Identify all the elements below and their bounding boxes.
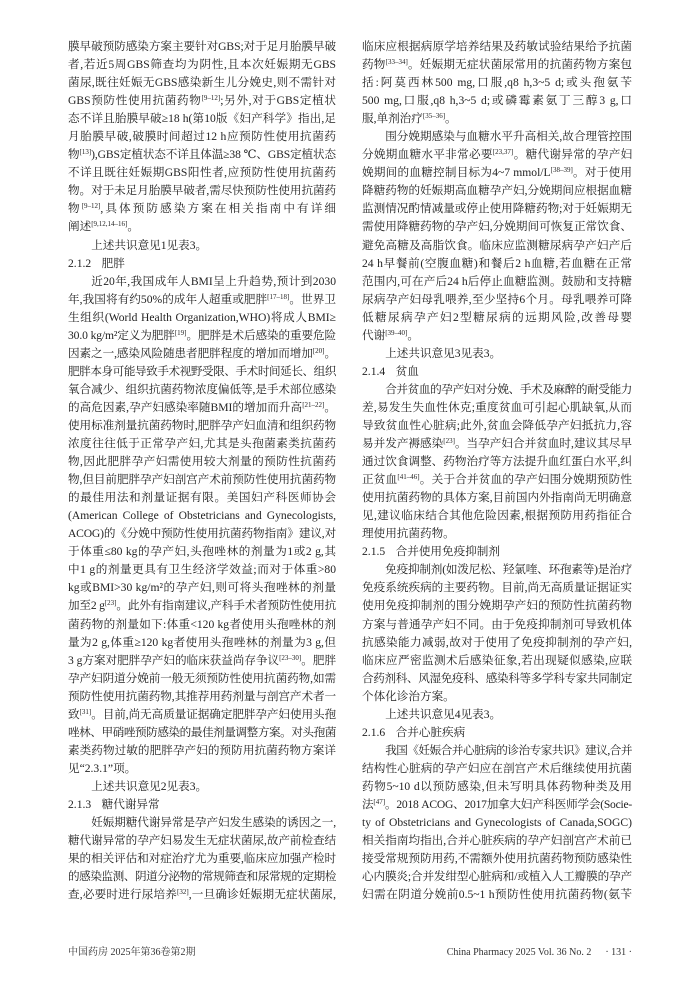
text-line [68, 273, 336, 291]
text-run: kg或BMI>30 kg/m²的孕产妇,则可将头孢唑林的剂量 [68, 581, 336, 595]
text-run: 。2018 ACOG、2017加拿大妇产科医师学会(Socie- [385, 797, 632, 811]
text-run: 上述共识意见2见表3。 [91, 779, 208, 793]
text-run: 菌药物的剂量如下:体重<120 kg者使用头孢唑林的剂 [68, 617, 336, 631]
text-line [68, 363, 336, 381]
citation-superscript: [23,37] [492, 148, 514, 157]
citation-superscript: [47] [373, 797, 386, 806]
text-run: 。此外有指南建议,产科手术者预防性使用抗 [116, 599, 336, 613]
text-run: 。 [445, 112, 457, 126]
text-line [362, 670, 632, 688]
text-run: 药物5~10 d以预防感染,但未写明具体药物种类及用 [362, 779, 632, 793]
text-line [68, 579, 336, 597]
text-run: 年,我国将有约50%的成年人超重或肥胖 [68, 292, 268, 306]
text-line [68, 309, 336, 327]
text-line [68, 128, 336, 146]
text-run: 。 [407, 328, 419, 342]
text-line [68, 381, 336, 399]
footer-journal-en: China Pharmacy 2025 Vol. 36 No. 2 [446, 947, 592, 958]
citation-superscript: [20] [312, 346, 325, 355]
text-run: 括:阿莫西林500 mg,口服,q8 h,3~5 d;或头孢氨苄 [362, 76, 632, 90]
text-run: 上述共识意见4见表3。 [385, 707, 502, 721]
text-line [68, 886, 336, 904]
text-run: 。糖代谢异常的孕产妇 [513, 148, 632, 162]
text-line [68, 832, 336, 850]
text-run: 物,但目前肥胖孕产妇剖宫产术前预防性使用抗菌药物 [68, 473, 336, 487]
text-line [362, 182, 632, 200]
text-run: 糖代谢异常的孕产妇易发生无症状菌尿,故产前检查结 [68, 834, 336, 848]
text-run: 加至2 g [68, 599, 105, 613]
text-run: 中1 g的剂量更具有卫生经济学效益;而对于体重>80 [68, 563, 336, 577]
text-line [68, 146, 336, 164]
text-run: 24 h早餐前(空腹血糖)和餐后2 h血糖,若血糖在正常 [362, 256, 632, 270]
section-number: 2.1.3 [68, 797, 92, 811]
text-line [68, 616, 336, 634]
footer-journal-cn: 中国药房 2025年第36卷第2期 [68, 947, 196, 958]
text-line [362, 74, 632, 92]
text-run: 相关指南均指出,合并心脏疾病的孕产妇剖宫产术前已 [362, 834, 632, 848]
text-run: ACOG)的《分娩中预防性使用抗菌药物指南》建议,对 [68, 527, 336, 541]
citation-superscript: [23] [104, 599, 117, 608]
text-line [362, 634, 632, 652]
text-run: 避免高糖及高脂饮食。临床应监测糖尿病孕产妇产后 [362, 238, 632, 252]
section-heading [362, 724, 632, 742]
left-column [68, 38, 336, 904]
text-line [362, 850, 632, 868]
page-number: · 131 · [605, 947, 632, 958]
text-line [68, 634, 336, 652]
text-run: 唑林、甲硝唑预防感染的最佳剂量调整方案。对头孢菌 [68, 725, 336, 739]
text-line [68, 237, 336, 255]
text-run: 肥胖本身可能导致手术视野受限、手术时间延长、组织 [68, 364, 336, 378]
text-line [68, 850, 336, 868]
text-line [68, 471, 336, 489]
text-run: 分娩期血糖水平非常必要 [362, 148, 493, 162]
text-run: 的高危因素,孕产妇感染率随BMI的增加而升高 [68, 400, 303, 414]
citation-superscript: [39–40] [385, 328, 408, 337]
text-run: 围分娩期感染与血糖水平升高相关,故合理管控围 [385, 130, 632, 144]
text-run: 近20年,我国成年人BMI呈上升趋势,预计到2030 [91, 274, 336, 288]
text-run: 尿病孕产妇母乳喂养,至少坚持6个月。母乳喂养可降 [362, 292, 632, 306]
text-line [68, 688, 336, 706]
text-run: 我国《妊娠合并心脏病的诊治专家共识》建议,合并 [385, 743, 632, 757]
section-number: 2.1.5 [362, 545, 386, 559]
text-line [362, 255, 632, 273]
text-run: 者,若近5周GBS筛查均为阴性,且本次妊娠期无GBS [68, 58, 336, 72]
text-run: 。世界卫 [289, 292, 336, 306]
text-line [362, 92, 632, 110]
text-run: 。 [324, 400, 336, 414]
text-run: 易并发产褥感染 [362, 437, 444, 451]
text-run: 。关于合并贫血的孕产妇围分娩期预防性 [419, 473, 632, 487]
right-column [362, 38, 632, 904]
text-line [362, 778, 632, 796]
text-run: 因素之一,感染风险随患者肥胖程度的增加而增加 [68, 346, 313, 360]
text-line [362, 814, 632, 832]
text-run: 代谢 [362, 328, 386, 342]
citation-superscript: [9,12,14–16] [91, 220, 128, 229]
citation-superscript: [19] [174, 328, 187, 337]
text-run: 方案与普通孕产妇不同。由于免疫抑制剂可导致机体 [362, 617, 632, 631]
text-line [68, 760, 336, 778]
text-run: 。 [324, 346, 336, 360]
text-run: 结构性心脏病的孕产妇应在剖宫产术后继续使用抗菌 [362, 761, 632, 775]
text-line [68, 92, 336, 110]
text-line [362, 742, 632, 760]
text-line [68, 742, 336, 760]
text-run: 需使用降糖药物的孕产妇,分娩期间可恢复正常饮食、 [362, 220, 632, 234]
text-line [68, 543, 336, 561]
text-line [68, 868, 336, 886]
text-run: 菌尿,既往妊娠无GBS感染新生儿分娩史,则不需针对 [68, 76, 336, 90]
text-line [68, 706, 336, 724]
text-run: 。妊娠期无症状菌尿常用的抗菌药物方案包 [407, 58, 632, 72]
text-line [68, 652, 336, 670]
text-line [362, 453, 632, 471]
text-line [362, 309, 632, 327]
text-line [362, 128, 632, 146]
text-line [362, 760, 632, 778]
text-run: 。肥胖是术后感染的重要危险 [186, 328, 336, 342]
section-title: 合并使用免疫抑制剂 [395, 545, 500, 559]
text-line [68, 507, 336, 525]
text-line [68, 345, 336, 363]
text-run: 月胎膜早破,破膜时间超过12 h应预防性使用抗菌药 [68, 130, 336, 144]
text-run: 法 [362, 797, 374, 811]
section-number: 2.1.4 [362, 364, 386, 378]
text-run: 500 mg,口服,q8 h,3~5 d;或磷霉素氨丁三醇3 g,口 [362, 94, 632, 108]
text-run: 使用抗菌药物的具体方案,目前国内外指南尚无明确意 [362, 491, 632, 505]
section-title: 贫血 [395, 364, 419, 378]
text-line [362, 200, 632, 218]
text-run: 妊娠期糖代谢异常是孕产妇发生感染的诱因之一, [91, 816, 336, 830]
text-run: 的最佳用法和剂量证据有限。美国妇产科医师协会 [68, 491, 336, 505]
text-run: 上述共识意见3见表3。 [385, 346, 502, 360]
text-run: 物,因此肥胖孕产妇需使用较大剂量的预防性抗菌药 [68, 455, 336, 469]
text-line [362, 471, 632, 489]
text-line [362, 706, 632, 724]
text-run: 预防性使用抗菌药物,其推荐用药剂量与剖宫产术者一 [68, 689, 336, 703]
text-run: ,一旦确诊妊娠期无症状菌尿, [188, 888, 336, 902]
section-title: 肥胖 [101, 256, 125, 270]
text-run: 使用标准剂量抗菌药物时,肥胖孕产妇血清和组织药物 [68, 418, 336, 432]
text-run: ,具体预防感染方案在相关指南中有详细 [100, 202, 336, 216]
section-title: 糖代谢异常 [101, 797, 160, 811]
text-run: 免疫抑制剂(如泼尼松、羟氯喹、环孢素等)是治疗 [385, 563, 632, 577]
text-line [68, 291, 336, 309]
text-run: 降糖药物的妊娠期高血糖孕产妇,分娩期间应根据血糖 [362, 184, 632, 198]
text-line [68, 724, 336, 742]
text-line [362, 56, 632, 74]
section-heading [68, 255, 336, 273]
text-line [68, 561, 336, 579]
text-line [68, 417, 336, 435]
text-run: 浓度往往低于正常孕产妇,尤其是头孢菌素类抗菌药 [68, 437, 336, 451]
text-line [362, 146, 632, 164]
section-title: 合并心脏疾病 [395, 725, 466, 739]
text-line [68, 597, 336, 615]
text-run: 范围内,可在产后24 h后停止血糖监测。鼓励和支持糖 [362, 274, 632, 288]
citation-superscript: [41–46] [397, 473, 420, 482]
text-line [362, 832, 632, 850]
text-line [362, 489, 632, 507]
text-run: 。目前,尚无高质量证据确定肥胖孕产妇使用头孢 [91, 707, 336, 721]
text-run: 监测情况酌情减量或停止使用降糖药物;对于妊娠期无 [362, 202, 632, 216]
text-run: 心内膜炎;合并发绀型心脏病和/或植入人工瓣膜的孕产 [362, 870, 632, 884]
text-line [68, 778, 336, 796]
footer-right [447, 945, 632, 961]
text-line [68, 164, 336, 182]
text-line [362, 868, 632, 886]
text-run: ),GBS定植状态不详且体温≥38 ℃、GBS定植状态 [91, 148, 336, 162]
text-line [362, 507, 632, 525]
text-run: 孕产妇阴道分娩前一般无须预防性使用抗菌药物,如需 [68, 671, 336, 685]
text-run: 临床应严密监测术后感染征象,若出现疑似感染,应联 [362, 653, 632, 667]
text-run: 果的相关评估和对症治疗尤为重要,临床应加强产检时 [68, 852, 336, 866]
citation-superscript: [33–34] [385, 58, 408, 67]
text-run: 见,建议临床结合其他危险因素,根据预防用药指征合 [362, 509, 632, 523]
text-run: 个体化诊治方案。 [362, 689, 455, 703]
text-run: 物。对于未足月胎膜早破者,需尽快预防性使用抗菌药 [68, 184, 336, 198]
text-line [68, 435, 336, 453]
text-run: 临床应根据病原学培养结果及药敏试验结果给予抗菌 [362, 40, 632, 53]
text-run: 免疫系统疾病的主要药物。目前,尚无高质量证据证实 [362, 581, 632, 595]
text-line [68, 182, 336, 200]
text-line [362, 688, 632, 706]
text-line [68, 327, 336, 345]
text-run: 物 [68, 202, 82, 216]
text-line [362, 616, 632, 634]
text-line [362, 164, 632, 182]
citation-superscript: [35–36] [422, 112, 446, 121]
text-line [362, 399, 632, 417]
text-run: 接受常规预防用药,不需额外使用抗菌药物预防感染性 [362, 852, 632, 866]
text-line [68, 218, 336, 236]
section-number: 2.1.6 [362, 725, 386, 739]
text-line [68, 814, 336, 832]
text-run: 致 [68, 707, 80, 721]
text-line [362, 652, 632, 670]
text-run: 。当孕产妇合并贫血时,建议其尽早 [454, 437, 632, 451]
text-run: 膜早破预防感染方案主要针对GBS;对于足月胎膜早破 [68, 40, 336, 53]
text-line [362, 561, 632, 579]
text-run: 阐述 [68, 220, 92, 234]
text-line [362, 886, 632, 904]
page-footer [68, 945, 632, 961]
citation-superscript: [32] [177, 888, 189, 897]
text-line [68, 200, 336, 218]
text-run: 妇需在阴道分娩前0.5~1 h预防性使用抗菌药物(氨苄 [362, 888, 632, 902]
text-line [68, 399, 336, 417]
text-line [68, 110, 336, 128]
citation-superscript: [38–39] [550, 166, 573, 175]
citation-superscript: [21–22] [302, 400, 325, 409]
text-run: 通过饮食调整、药物治疗等方法提升血红蛋白水平,纠 [362, 455, 632, 469]
text-run: 素类药物过敏的肥胖孕产妇的预防用抗菌药物方案详 [68, 743, 336, 757]
text-run: 量为2 g,体重≥120 kg者使用头孢唑林的剂量为3 g,但 [68, 635, 336, 649]
text-line [362, 38, 632, 56]
text-run: 导致贫血性心脏病;此外,贫血会降低孕产妇抵抗力,容 [362, 418, 632, 432]
text-run: ;另外,对于GBS定植状 [220, 94, 336, 108]
text-line [362, 291, 632, 309]
citation-superscript: [17–18] [267, 292, 290, 301]
text-line [362, 110, 632, 128]
text-run: 合并贫血的孕产妇对分娩、手术及麻醉的耐受能力 [385, 382, 632, 396]
text-line [362, 796, 632, 814]
text-run: 的感染监测、阴道分泌物的常规筛查和尿常规的定期检 [68, 870, 336, 884]
citation-superscript: [23] [443, 437, 455, 446]
text-line [68, 56, 336, 74]
citation-superscript: [9–12] [201, 94, 221, 103]
text-run: 使用免疫抑制剂的围分娩期孕产妇的预防性抗菌药物 [362, 599, 632, 613]
citation-superscript: [13] [79, 148, 92, 157]
text-run: 合药剂科、风湿免疫科、感染科等多学科专家共同制定 [362, 671, 632, 685]
text-line [362, 417, 632, 435]
text-run: 不详且既往妊娠期GBS阳性者,应预防性使用抗菌药 [68, 166, 336, 180]
text-line [362, 525, 632, 543]
section-heading [362, 363, 632, 381]
citation-superscript: [9–12] [81, 202, 101, 211]
text-run: 。 [127, 220, 139, 234]
text-run: 于体重≤80 kg的孕产妇,头孢唑林的剂量为1或2 g,其 [68, 545, 336, 559]
text-line [362, 237, 632, 255]
text-line [362, 345, 632, 363]
text-run: ty of Obstetricians and Gynecologists of Canada,SOGC) [362, 816, 632, 830]
text-line [362, 579, 632, 597]
citation-superscript: [31] [79, 707, 92, 716]
text-run: 药物 [362, 58, 386, 72]
text-run: 理使用抗菌药物。 [362, 527, 455, 541]
text-line [362, 435, 632, 453]
text-run: 娩期间的血糖控制目标为4~7 mmol/L [362, 166, 551, 180]
text-run: 氧合减少、组织抗菌药物浓度偏低等,是手术部位感染 [68, 382, 336, 396]
text-run: 低糖尿病孕产妇2型糖尿病的远期风险,改善母婴 [362, 310, 632, 324]
section-heading [362, 543, 632, 561]
text-run: GBS预防性使用抗菌药物 [68, 94, 202, 108]
text-line [68, 74, 336, 92]
text-line [68, 38, 336, 56]
text-run: 抗感染能力减弱,故对于使用了免疫抑制剂的孕产妇, [362, 635, 632, 649]
text-line [362, 381, 632, 399]
section-number: 2.1.2 [68, 256, 92, 270]
text-run: 。对于使用 [572, 166, 632, 180]
text-line [362, 597, 632, 615]
text-run: 30.0 kg/m²定义为肥胖 [68, 328, 175, 342]
text-line [362, 327, 632, 345]
text-run: 。肥胖 [301, 653, 336, 667]
text-run: 生组织(World Health Organization,WHO)将成人BMI≥ [68, 310, 336, 324]
text-line [68, 453, 336, 471]
text-run: 服,单剂治疗 [362, 112, 423, 126]
text-run: 正贫血 [362, 473, 398, 487]
text-line [68, 525, 336, 543]
text-line [362, 218, 632, 236]
citation-superscript: [23–30] [279, 653, 302, 662]
text-run: (American College of Obstetricians and Gynecologists, [68, 509, 336, 523]
text-line [68, 670, 336, 688]
text-run: 3 g方案对肥胖孕产妇的临床获益尚存争议 [68, 653, 280, 667]
text-line [68, 489, 336, 507]
text-line [362, 273, 632, 291]
text-run: 上述共识意见1见表3。 [91, 238, 208, 252]
text-run: 查,必要时进行尿培养 [68, 888, 178, 902]
text-run: 差,易发生失血性休克;重度贫血可引起心肌缺氧,从而 [362, 400, 632, 414]
section-heading [68, 796, 336, 814]
text-run: 见“2.3.1”项。 [68, 761, 137, 775]
text-run: 态不详且胎膜早破≥18 h(第10版《妇产科学》指出,足 [68, 112, 336, 126]
text-run: 物 [68, 148, 80, 162]
